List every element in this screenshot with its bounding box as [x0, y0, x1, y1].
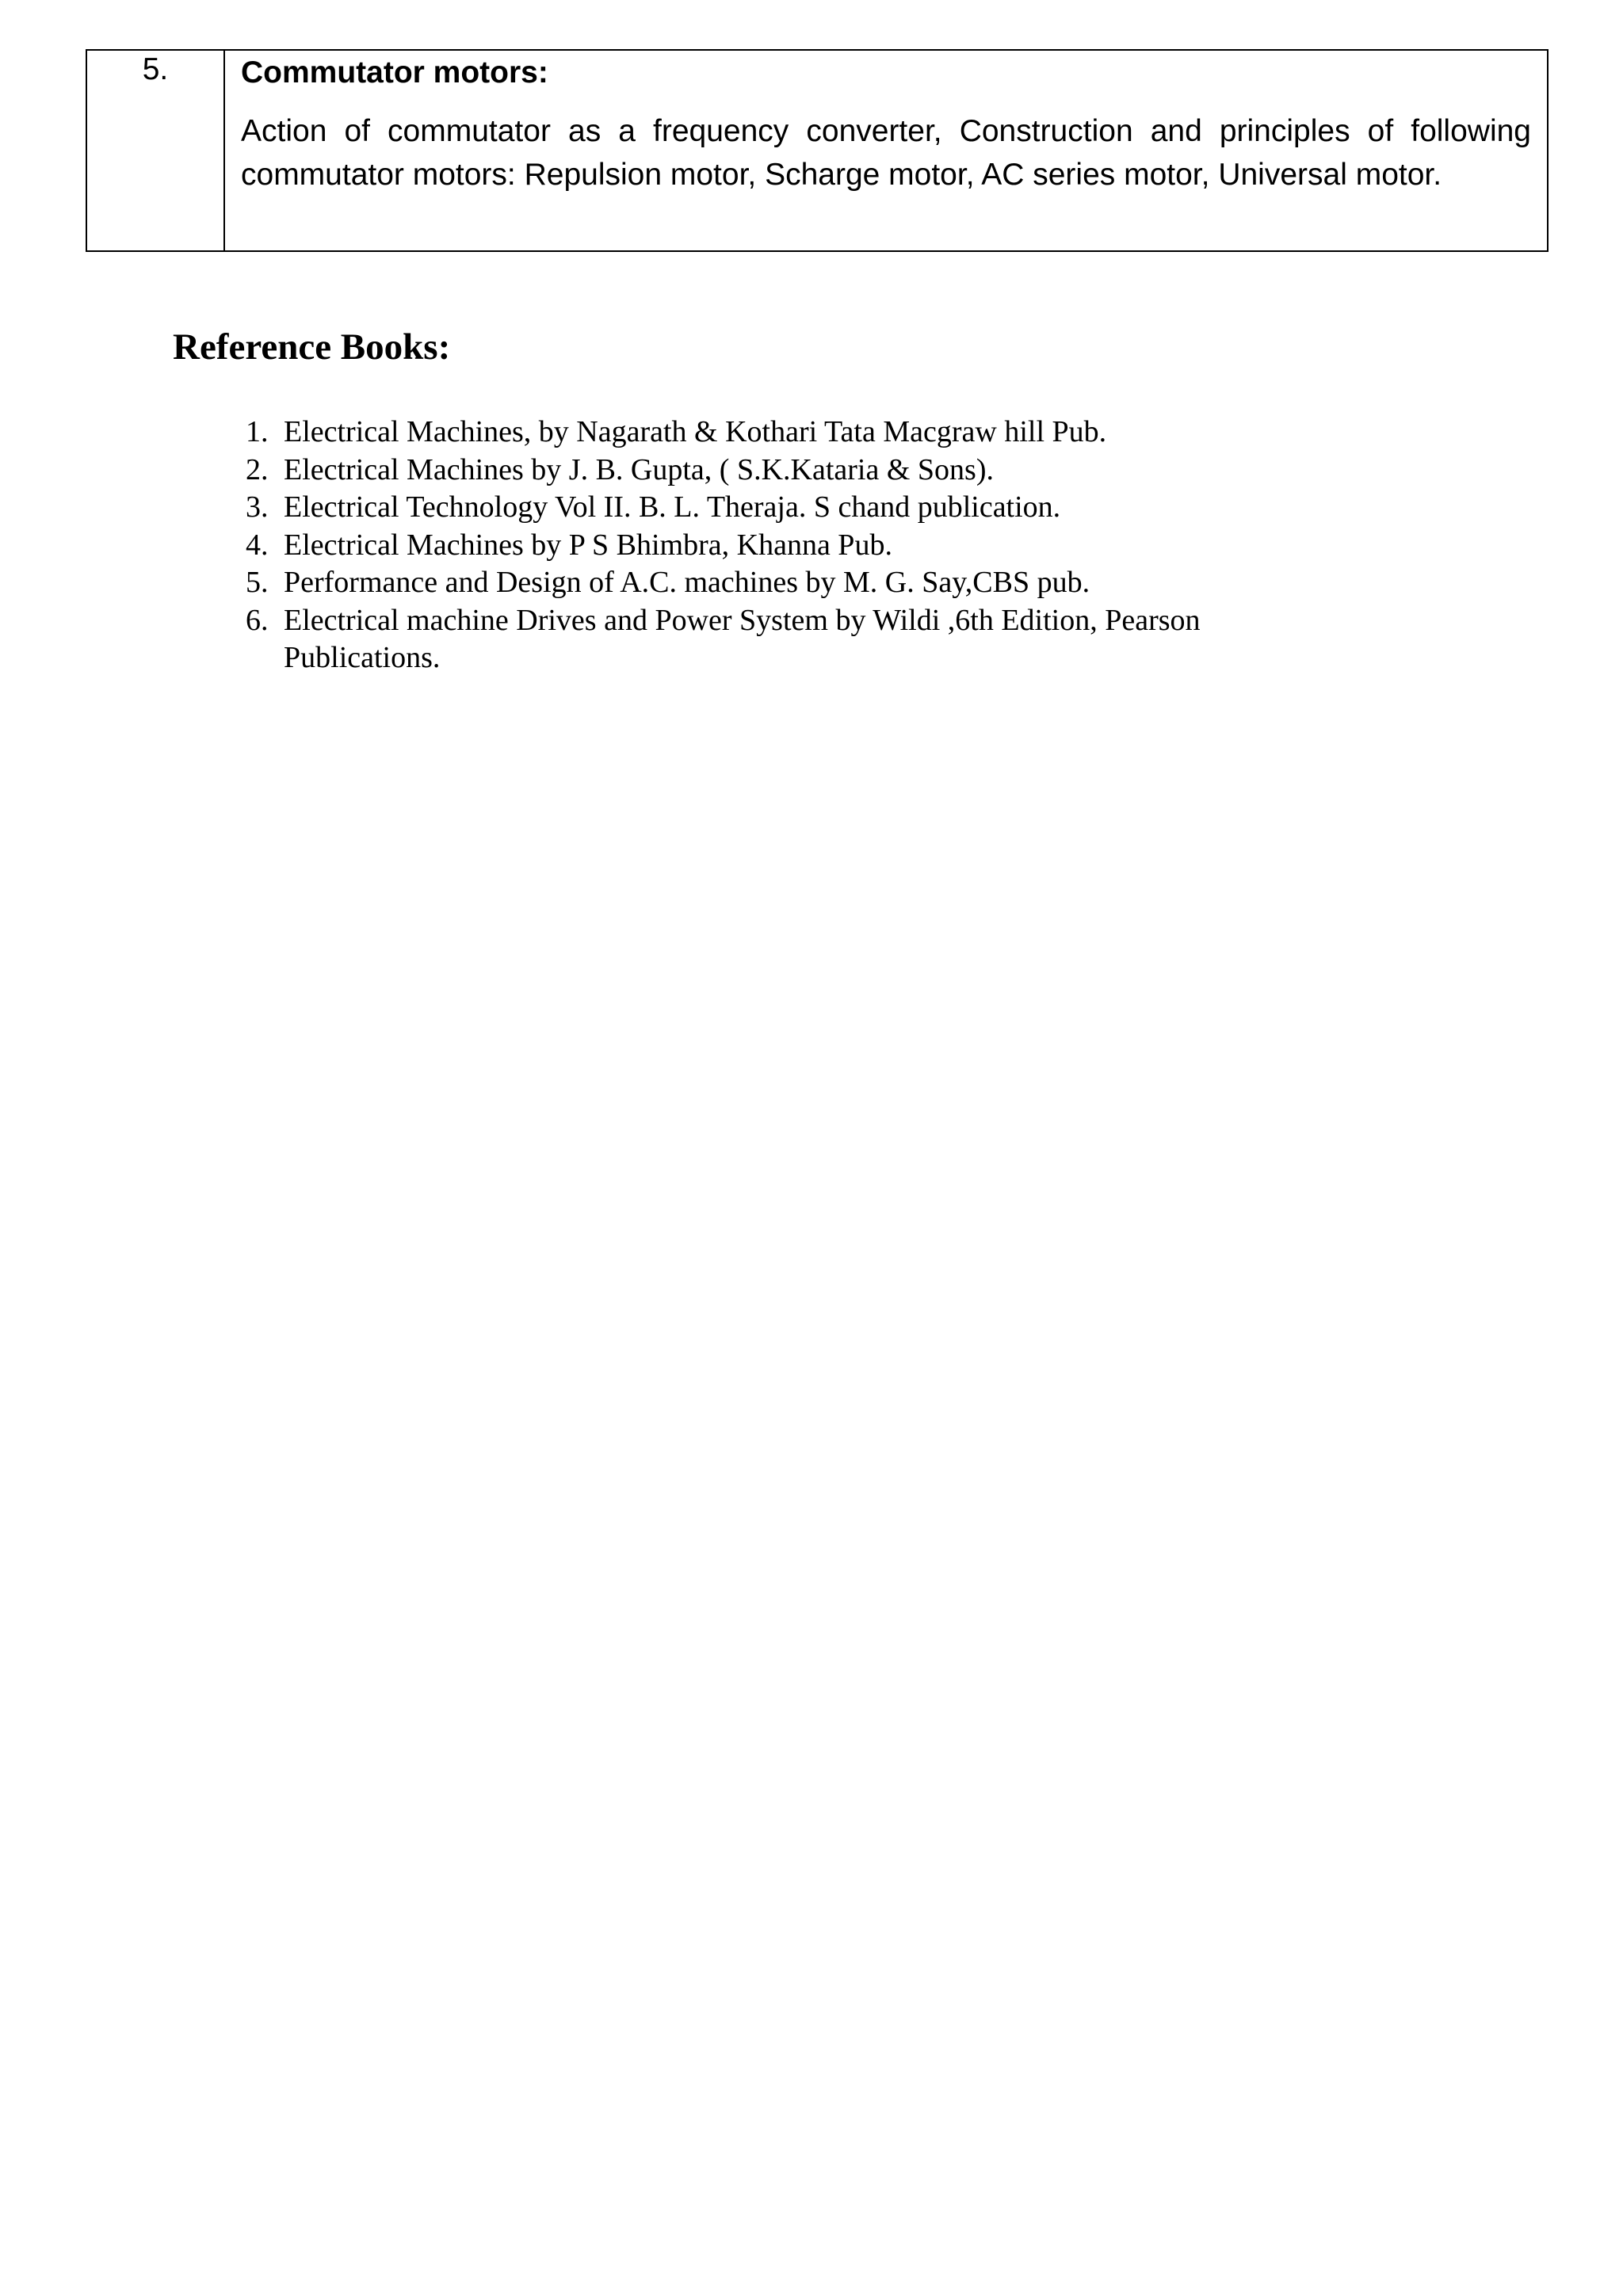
- list-item-text: Electrical Machines, by Nagarath & Kothari Tata Macgraw hill Pub.: [284, 415, 1107, 448]
- list-item: [246, 489, 1355, 527]
- list-item: [246, 527, 1355, 565]
- unit-number: 5.: [86, 50, 224, 251]
- list-item-text: Performance and Design of A.C. machines by M. G. Say,CBS pub.: [284, 566, 1090, 599]
- reference-books-list: [246, 414, 1355, 677]
- unit-content-cell: [224, 50, 1548, 251]
- list-item-text: Electrical Technology Vol II. B. L. Theraja. S chand publication.: [284, 490, 1061, 524]
- list-item-number: 4.: [246, 528, 269, 562]
- list-item-text: Electrical Machines by J. B. Gupta, ( S.K.Kataria & Sons).: [284, 452, 994, 486]
- list-item: [246, 414, 1355, 452]
- list-item-number: 5.: [246, 566, 269, 599]
- list-item: [246, 452, 1355, 490]
- list-item-text: Electrical machine Drives and Power System by Wildi ,6th Edition, Pearson Publications.: [284, 603, 1201, 674]
- list-item-number: 1.: [246, 415, 269, 448]
- list-item: [246, 602, 1355, 677]
- syllabus-table: [86, 49, 1549, 252]
- table-row: [86, 50, 1548, 251]
- list-item-number: 2.: [246, 452, 269, 486]
- unit-title: Commutator motors:: [241, 55, 548, 90]
- unit-description: Action of commutator as a frequency converter, Construction and principles of following commutator motors: Repulsion motor, Scharge motor, AC series motor, Universal motor.: [241, 114, 1531, 192]
- list-item-number: 6.: [246, 603, 269, 637]
- reference-books-heading: Reference Books:: [173, 326, 451, 368]
- list-item: [246, 564, 1355, 602]
- list-item-number: 3.: [246, 490, 269, 524]
- list-item-text: Electrical Machines by P S Bhimbra, Khanna Pub.: [284, 528, 892, 562]
